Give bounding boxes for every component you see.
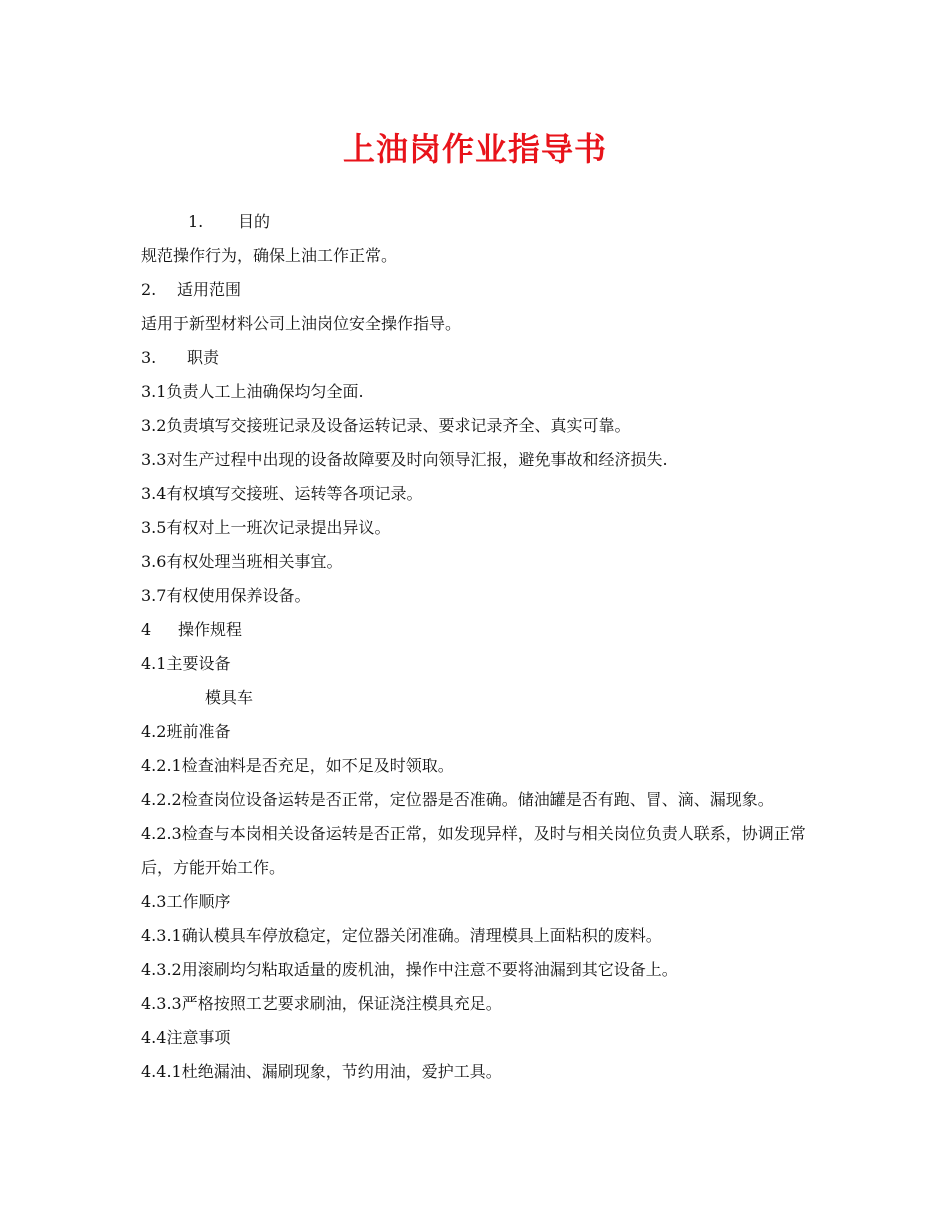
list-item: 3.7有权使用保养设备。 [141, 586, 311, 605]
list-item: 3.1负责人工上油确保均匀全面. [141, 382, 364, 401]
section-title: 职责 [187, 348, 220, 367]
subsection-heading: 4.4注意事项 [141, 1028, 231, 1047]
section-number: 2. [141, 280, 157, 299]
list-item: 4.3.1确认模具车停放稳定，定位器关闭准确。清理模具上面粘积的废料。 [141, 926, 662, 945]
list-item: 3.3对生产过程中出现的设备故障要及时向领导汇报，避免事故和经济损失. [141, 450, 668, 469]
list-item: 4.3.2用滚刷均匀粘取适量的废机油，操作中注意不要将油漏到其它设备上。 [141, 960, 678, 979]
page-title: 上油岗作业指导书 [342, 130, 607, 168]
list-item: 4.4.1杜绝漏油、漏刷现象，节约用油，爱护工具。 [141, 1062, 502, 1081]
section-3-heading [141, 341, 821, 375]
section-2-text: 适用于新型材料公司上油岗位安全操作指导。 [141, 314, 462, 333]
subsection-heading: 4.2班前准备 [141, 722, 231, 741]
section-number: 4 [141, 620, 152, 639]
list-item: 4.2.2检查岗位设备运转是否正常，定位器是否准确。储油罐是否有跑、冒、滴、漏现象。 [141, 790, 774, 809]
section-1-text: 规范操作行为，确保上油工作正常。 [141, 246, 398, 265]
list-item: 4.2.3检查与本岗相关设备运转是否正常，如发现异样，及时与相关岗位负责人联系，协调正常后，方能开始工作。 [141, 824, 806, 877]
document-body [141, 205, 821, 1089]
section-2-heading [141, 273, 821, 307]
subsection-heading: 4.1主要设备 [141, 654, 231, 673]
list-item: 3.5有权对上一班次记录提出异议。 [141, 518, 391, 537]
list-item: 3.2负责填写交接班记录及设备运转记录、要求记录齐全、真实可靠。 [141, 416, 631, 435]
list-item: 3.4有权填写交接班、运转等各项记录。 [141, 484, 423, 503]
subsection-heading: 4.3工作顺序 [141, 892, 231, 911]
section-1-heading [141, 205, 821, 239]
list-item: 3.6有权处理当班相关事宜。 [141, 552, 343, 571]
section-title: 操作规程 [178, 620, 243, 639]
list-item: 4.2.1检查油料是否充足，如不足及时领取。 [141, 756, 454, 775]
section-title: 适用范围 [177, 280, 242, 299]
section-4-heading [141, 613, 821, 647]
section-title: 目的 [238, 212, 271, 231]
section-number: 3. [141, 348, 157, 367]
section-number: 1. [188, 212, 204, 231]
list-item: 4.3.3严格按照工艺要求刷油，保证浇注模具充足。 [141, 994, 502, 1013]
equipment-item: 模具车 [205, 688, 254, 707]
